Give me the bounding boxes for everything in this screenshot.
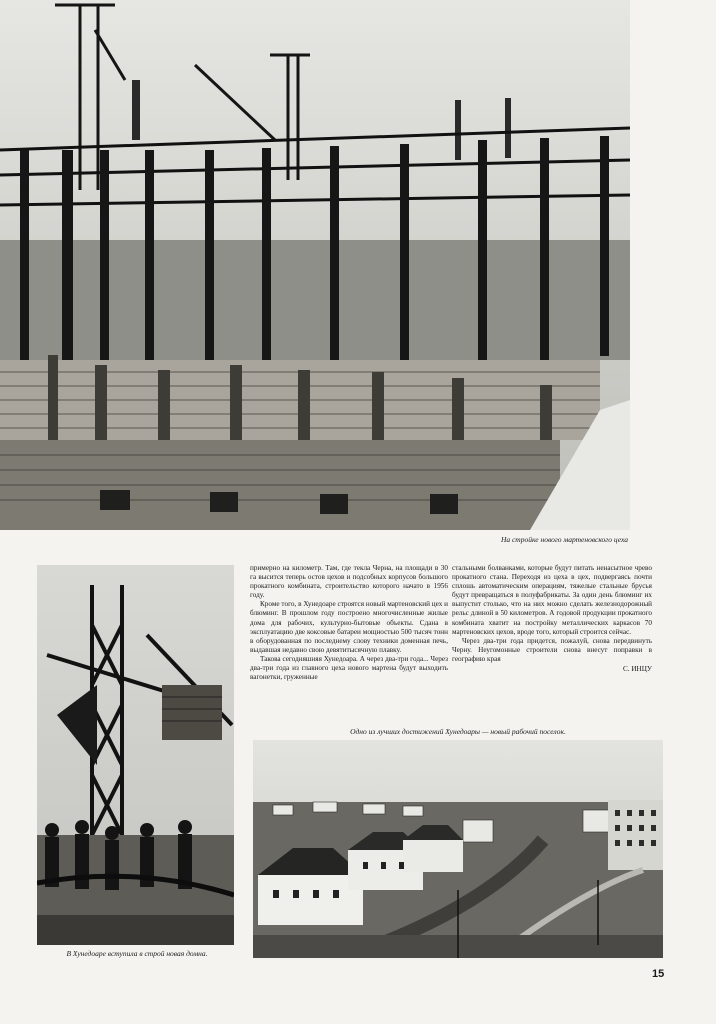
article-column-1 <box>250 564 448 682</box>
page-number: 15 <box>652 968 665 980</box>
construction-image <box>0 0 630 530</box>
caption-blast-furnace: В Хунедоаре вступила в строй новая домна. <box>66 949 208 958</box>
photo-blast-furnace <box>37 565 234 945</box>
caption-settlement: Одно из лучших достижений Хунедоары — новый рабочий поселок. <box>350 727 566 736</box>
article-paragraph: стальными болванками, которые будут питать ненасытное чрево прокатного стана. Переходя из цеха в цех, подвергаясь почти сплошь автоматическим операциям, тяжелые стальные брусья будут превращаться в полуфабрикаты. За один день блюминг их выпустит столько, что на них можно сделать железнодорожный рельс длиной в 50 километров. А годовой продукции прокатного комбината хватит на постройку металлических каркасов 70 мартеновских цехов, вроде того, который строится сейчас. <box>452 564 652 636</box>
article-column-2 <box>452 564 652 674</box>
article-paragraph: Кроме того, в Хунедоаре строятся новый мартеновский цех и блюминг. В прошлом году построено многочисленные жилые дома для рабочих, культурно-бытовые объекты. Сдана в эксплуатацию две коксовые батареи мощностью 500 тысяч тонн в оборудованная по последнему слову техники доменная печь, выдавшая недавно свою девятитысячную плавку. <box>250 600 448 654</box>
caption-construction: На стройке нового мартеновского цеха <box>500 535 628 544</box>
photo-workers-settlement <box>253 740 663 958</box>
article-paragraph: примерно на километр. Там, где текла Черна, на площади в 30 га высится теперь остов цехов и подсобных корпусов большого прокатного комбината, строительство которого начато в 1956 году. <box>250 564 448 600</box>
article-paragraph: Через два-три года придется, пожалуй, снова передвинуть Черну. Неугомонные строители снова внесут поправки в географию края <box>452 636 652 663</box>
settlement-image <box>253 740 663 958</box>
author-signature: С. ИНЦУ <box>622 665 652 674</box>
article-paragraph: Такова сегодняшняя Хунедоара. А через два-три года... Через два-три года из главного цеха нового мартена будут выходить вагонетки, груженные <box>250 654 448 682</box>
blast-furnace-image <box>37 565 234 945</box>
photo-construction-site <box>0 0 630 530</box>
